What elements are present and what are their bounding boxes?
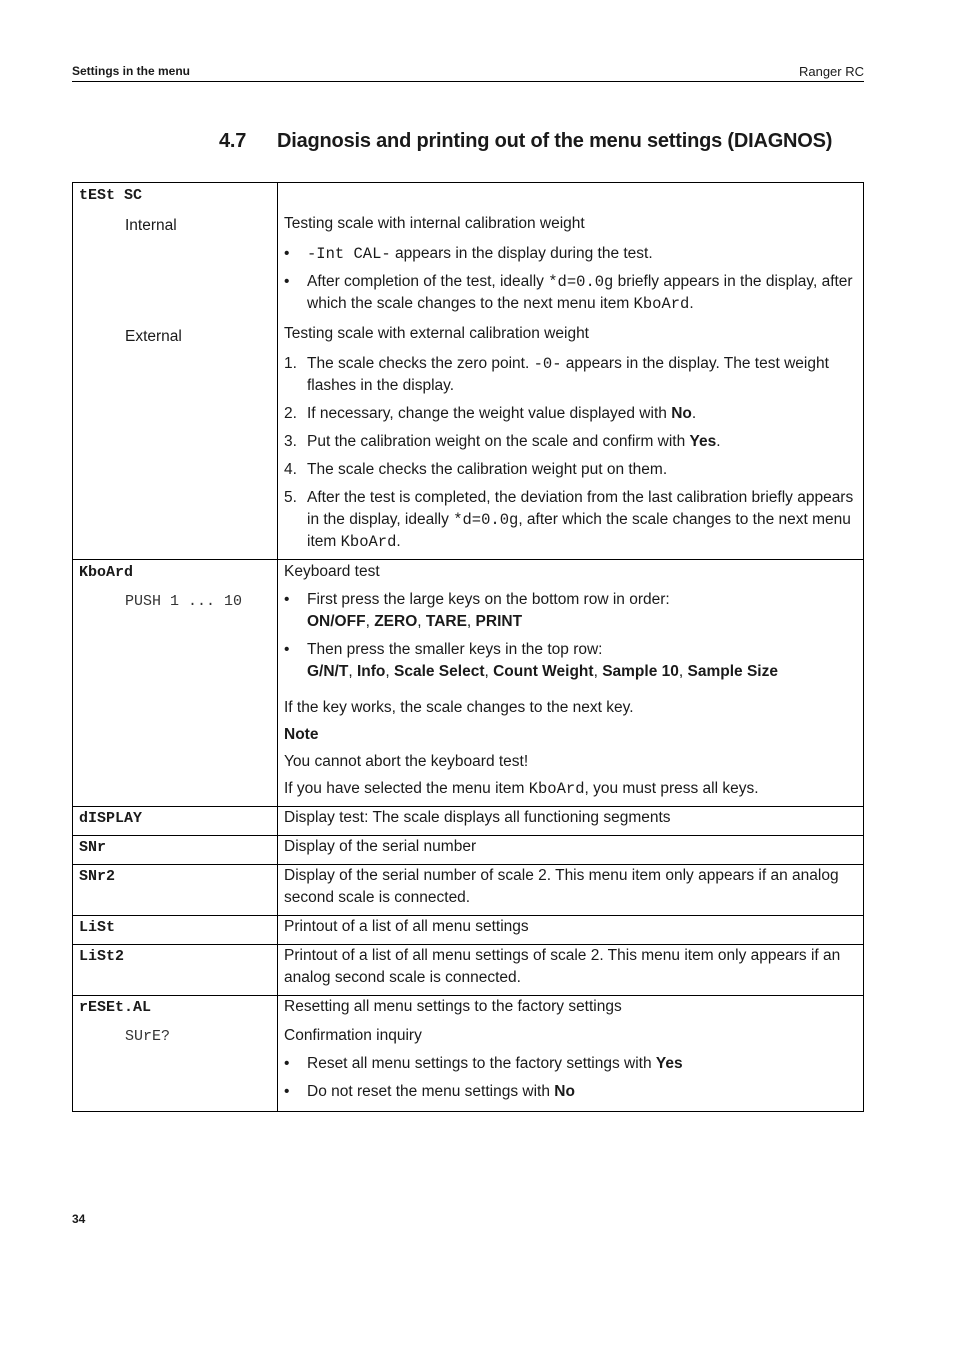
table-row (73, 865, 864, 916)
key-name: G/N/T (307, 663, 349, 680)
key-separator: , (417, 613, 426, 630)
list-item (284, 1081, 857, 1103)
key-name: TARE (425, 613, 467, 630)
step-number: 2. (284, 405, 297, 422)
note-text-part: , you must press all keys. (584, 780, 759, 797)
menu-subkey: PUSH 1 ... 10 (125, 593, 243, 610)
menu-key-cell (73, 807, 278, 836)
menu-key: LiSt2 (79, 948, 125, 965)
key-separator: , (466, 613, 476, 630)
section-title-text: Diagnosis and printing out of the menu settings (DIAGNOS) (277, 130, 833, 152)
menu-desc-cell (278, 560, 864, 807)
display-code: KboArd (340, 533, 397, 551)
menu-key: tESt SC (79, 187, 143, 204)
list-item-text: Then press the smaller keys in the top row: (307, 641, 603, 658)
step-number: 5. (284, 489, 297, 506)
internal-desc: Testing scale with internal calibration weight (284, 215, 585, 232)
table-row (73, 560, 864, 807)
list-item (284, 403, 857, 425)
menu-desc-cell (278, 183, 864, 560)
note-text-2 (284, 778, 857, 800)
menu-key: LiSt (79, 919, 116, 936)
diagnos-menu-table (72, 182, 864, 1112)
key-separator: , (593, 663, 603, 680)
menu-desc: Keyboard test (284, 563, 380, 580)
list-item-text: After completion of the test, ideally (307, 273, 549, 290)
step-number: 3. (284, 433, 297, 450)
menu-key: SNr2 (79, 868, 116, 885)
list-item-text: , after which the scale changes to the next menu item (307, 511, 851, 550)
list-item (284, 243, 857, 265)
list-item-text: Reset all menu settings to the factory settings with (307, 1055, 656, 1072)
key-separator: , (385, 663, 394, 680)
display-code: KboArd (528, 780, 585, 798)
running-header-section: Settings in the menu (72, 64, 191, 78)
keyboard-steps (284, 589, 857, 683)
reset-options (284, 1053, 857, 1103)
note-text-part: If you have selected the menu item (284, 780, 529, 797)
list-item-text: . (689, 295, 694, 312)
display-code: KboArd (633, 295, 690, 313)
running-header-product: Ranger RC (798, 64, 864, 79)
list-item (284, 431, 857, 453)
table-row (73, 996, 864, 1112)
key-name: Count Weight (493, 663, 594, 680)
list-item-text: appears in the display during the test. (390, 245, 653, 262)
note-label: Note (284, 726, 319, 743)
list-item (284, 353, 857, 397)
list-item-text: Do not reset the menu settings with (307, 1083, 555, 1100)
list-item-text: . (716, 433, 721, 450)
table-row (73, 916, 864, 945)
table-row (73, 183, 864, 560)
section-number: 4.7 (219, 130, 247, 152)
key-separator: , (365, 613, 375, 630)
menu-desc: Resetting all menu settings to the factory settings (284, 998, 622, 1015)
table-row (73, 836, 864, 865)
sub-desc: Confirmation inquiry (284, 1027, 422, 1044)
display-code: -Int CAL- (307, 245, 391, 263)
menu-key: KboArd (79, 564, 134, 581)
header-rule (72, 81, 864, 82)
menu-desc: Display of the serial number (284, 838, 477, 855)
list-item-text: The scale checks the zero point. (307, 355, 534, 372)
key-sequence-bottom (307, 611, 857, 633)
menu-key-cell (73, 945, 278, 996)
menu-desc-cell (278, 916, 864, 945)
external-label: External (125, 328, 182, 345)
key-name: Sample 10 (602, 663, 679, 680)
menu-key-cell (73, 916, 278, 945)
menu-key-cell (73, 560, 278, 807)
list-item (284, 1053, 857, 1075)
internal-steps (284, 243, 857, 315)
external-steps (284, 353, 857, 553)
key-name: Scale Select (394, 663, 485, 680)
list-item-text: . (396, 533, 401, 550)
key-name: ZERO (374, 613, 418, 630)
key-separator: , (678, 663, 688, 680)
bullet-marker: • (284, 1083, 290, 1100)
key-name: Yes (655, 1055, 683, 1072)
menu-key: SNr (79, 839, 107, 856)
bullet-marker: • (284, 273, 290, 290)
bullet-marker: • (284, 245, 290, 262)
menu-desc: Display test: The scale displays all functioning segments (284, 809, 671, 826)
list-item-text: After the test is completed, the deviation from the last calibration briefly appears in the display, ideally (307, 489, 854, 528)
menu-key-cell (73, 836, 278, 865)
step-number: 4. (284, 461, 297, 478)
list-item (284, 487, 857, 553)
key-name: PRINT (475, 613, 523, 630)
bullet-marker: • (284, 1055, 290, 1072)
list-item (284, 271, 857, 315)
external-desc: Testing scale with external calibration weight (284, 325, 589, 342)
list-item-text: The scale checks the calibration weight put on them. (307, 461, 668, 478)
key-name: Sample Size (687, 663, 778, 680)
menu-subkey: SUrE? (125, 1028, 171, 1045)
menu-key-cell (73, 183, 278, 560)
internal-label: Internal (125, 217, 177, 234)
list-item (284, 459, 857, 481)
key-separator: , (348, 663, 357, 680)
table-row (73, 945, 864, 996)
step-number: 1. (284, 355, 297, 372)
key-name: Info (356, 663, 386, 680)
key-works-text: If the key works, the scale changes to the next key. (284, 699, 634, 716)
menu-desc: Printout of a list of all menu settings of scale 2. This menu item only appears if an analog second scale is connected. (284, 947, 841, 986)
menu-desc-cell (278, 807, 864, 836)
note-text: You cannot abort the keyboard test! (284, 753, 529, 770)
key-separator: , (484, 663, 494, 680)
list-item-text: appears in the display. The test weight flashes in the display. (307, 355, 829, 394)
menu-desc-cell (278, 865, 864, 916)
table-row (73, 807, 864, 836)
menu-desc-cell (278, 836, 864, 865)
menu-key-cell (73, 996, 278, 1112)
list-item (284, 639, 857, 683)
key-name: No (671, 405, 692, 422)
menu-desc-cell (278, 996, 864, 1112)
list-item (284, 589, 857, 633)
list-item-text: . (691, 405, 697, 422)
bullet-marker: • (284, 591, 290, 608)
menu-desc: Display of the serial number of scale 2. This menu item only appears if an analog second scale is connected. (284, 867, 839, 906)
key-sequence-top (307, 661, 857, 683)
menu-key-cell (73, 865, 278, 916)
display-code: *d=0.0g (548, 273, 614, 291)
menu-desc-cell (278, 945, 864, 996)
display-code: -0- (533, 355, 562, 373)
menu-key: dISPLAY (79, 810, 143, 827)
menu-desc: Printout of a list of all menu settings (284, 918, 529, 935)
list-item-text: Put the calibration weight on the scale and confirm with (307, 433, 690, 450)
key-name: ON/OFF (307, 613, 366, 630)
key-name: Yes (689, 433, 717, 450)
list-item-text: If necessary, change the weight value displayed with (307, 405, 672, 422)
list-item-text: First press the large keys on the bottom row in order: (307, 591, 670, 608)
list-item-text: briefly appears in the display, after which the scale changes to the next menu item (307, 273, 853, 312)
page-number: 34 (72, 1212, 86, 1226)
menu-key: rESEt.AL (79, 999, 152, 1016)
key-name: No (554, 1083, 575, 1100)
display-code: *d=0.0g (453, 511, 519, 529)
section-title (219, 130, 832, 153)
bullet-marker: • (284, 641, 290, 658)
